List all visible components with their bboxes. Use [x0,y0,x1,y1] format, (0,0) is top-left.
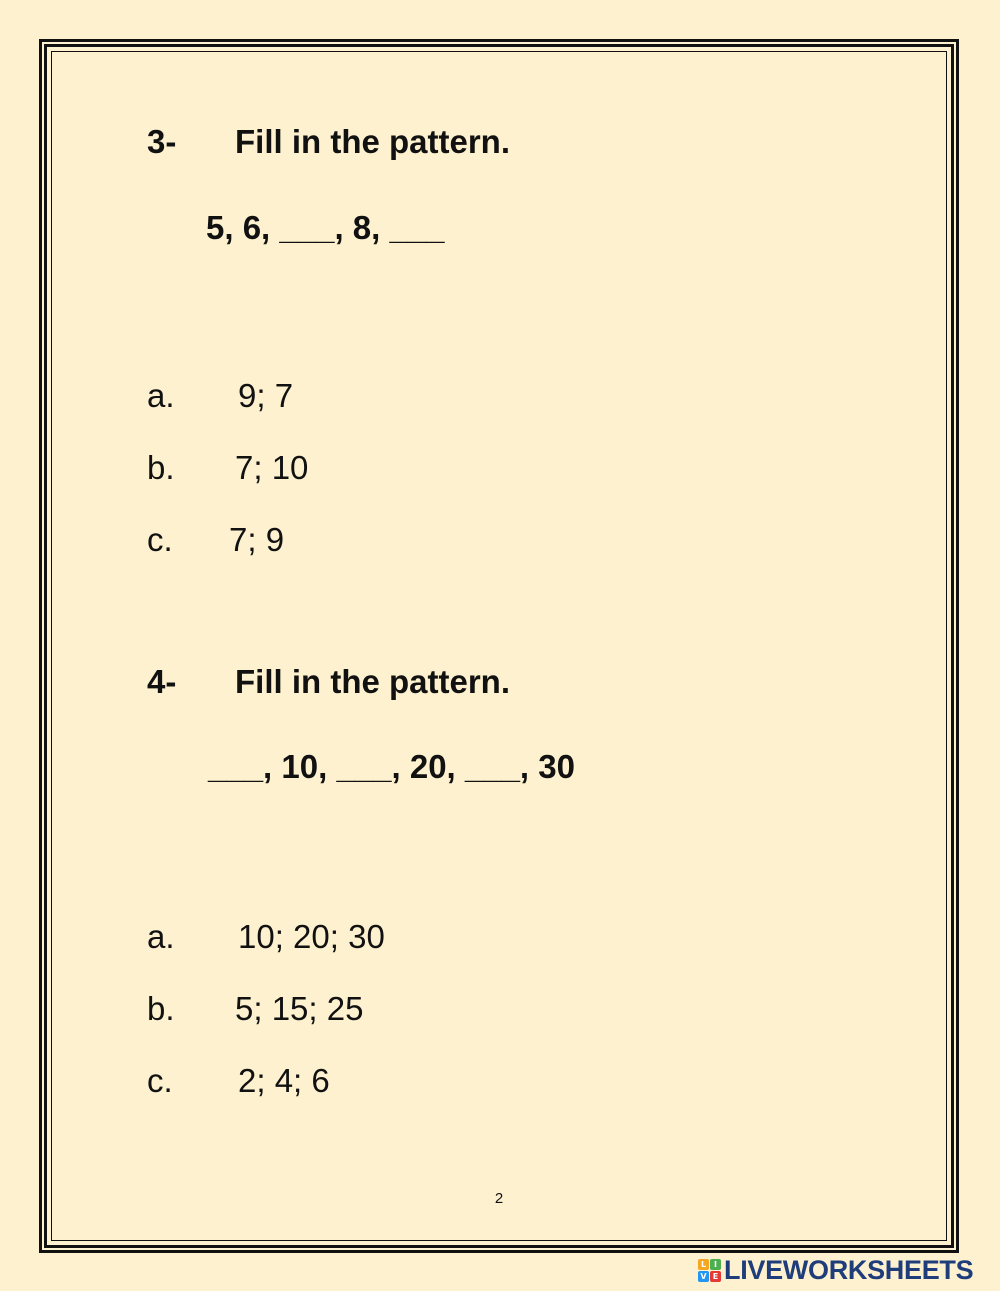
question-3-option-b[interactable]: 7; 10 [235,449,309,486]
question-4-option-b-letter: b. [147,990,175,1027]
page-border-inner [51,51,947,1241]
question-4-number: 4- [147,663,177,700]
liveworksheets-logo-icon [698,1259,721,1282]
question-3-option-b-letter: b. [147,449,175,486]
question-4-option-a[interactable]: 10; 20; 30 [238,918,385,955]
liveworksheets-brand [698,1255,973,1285]
logo-cell-e: E [710,1271,721,1282]
question-3-pattern: 5, 6, ___, 8, ___ [206,209,445,246]
question-4-option-c[interactable]: 2; 4; 6 [238,1062,330,1099]
question-4-option-a-letter: a. [147,918,175,955]
logo-cell-v: V [698,1271,709,1282]
brand-text: LIVEWORKSHEETS [724,1254,974,1285]
question-3-option-a-letter: a. [147,377,175,414]
question-3-option-c-letter: c. [147,521,173,558]
question-4-prompt: Fill in the pattern. [235,663,511,700]
question-4-option-b[interactable]: 5; 15; 25 [235,990,364,1027]
logo-cell-i: I [710,1259,721,1270]
question-3-prompt: Fill in the pattern. [235,123,511,160]
question-3-option-c[interactable]: 7; 9 [229,521,285,558]
question-3-option-a[interactable]: 9; 7 [238,377,294,414]
question-4-option-c-letter: c. [147,1062,173,1099]
question-3-number: 3- [147,123,177,160]
question-4-pattern: ___, 10, ___, 20, ___, 30 [208,748,575,785]
page-number: 2 [494,1190,504,1207]
logo-cell-l: L [698,1259,709,1270]
